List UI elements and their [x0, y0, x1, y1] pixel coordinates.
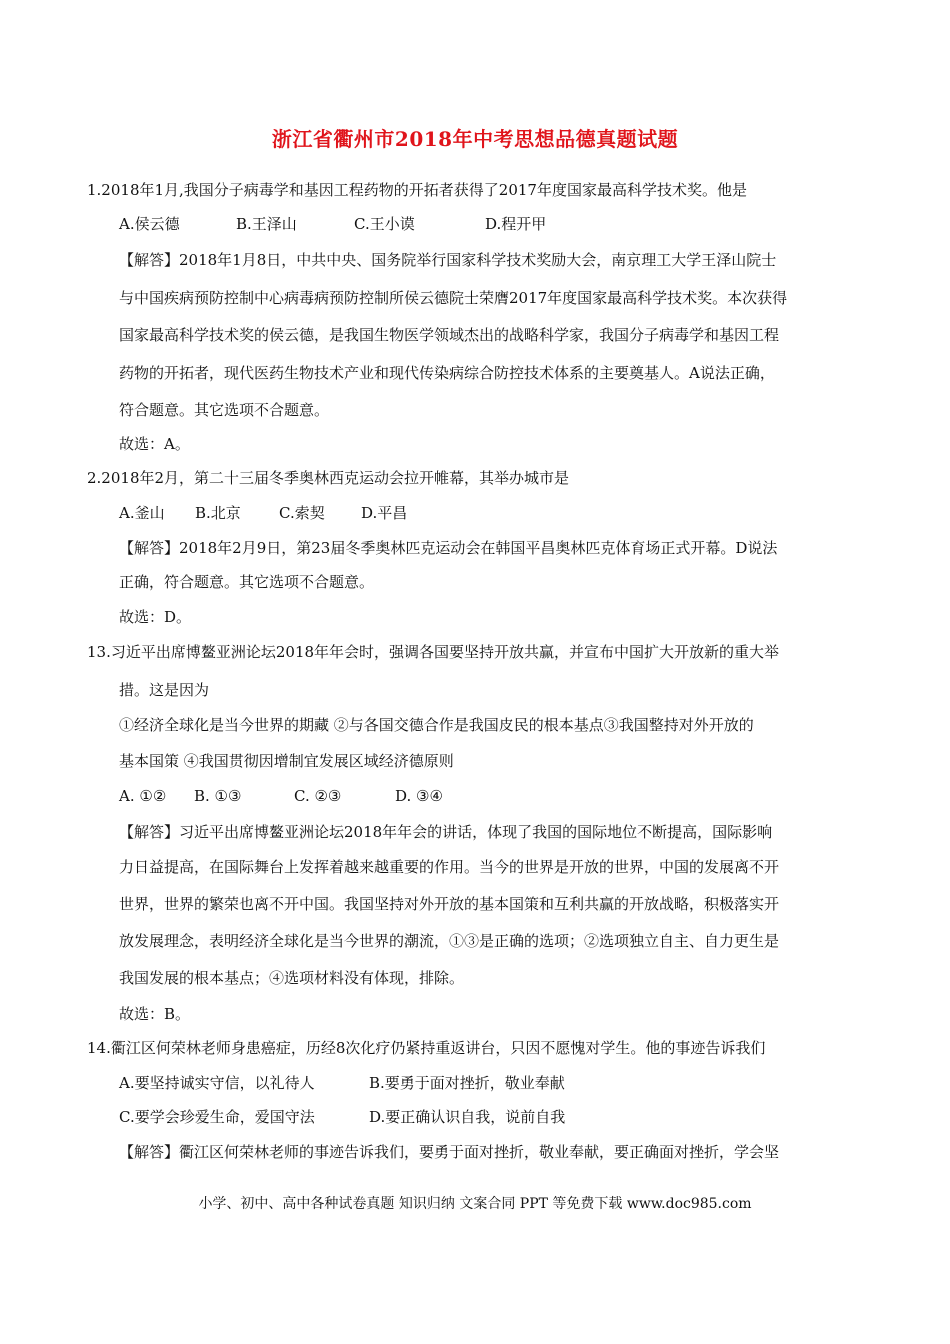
q13-answer-line: 我国发展的根本基点；④选项材料没有体现，排除。	[119, 969, 465, 987]
question-13-options	[119, 786, 443, 806]
question-13-stem: 措。这是因为	[119, 681, 210, 699]
q1-answer-line: 【解答】2018年1月8日，中共中央、国务院举行国家科学技术奖励大会，南京理工大学王泽山院士	[119, 251, 777, 269]
q13-option-d: D. ③④	[395, 787, 443, 805]
q13-answer-line: 世界，世界的繁荣也离不开中国。我国坚持对外开放的基本国策和互利共赢的开放战略，积极落实开	[119, 895, 780, 913]
q13-choice: 故选：B。	[119, 1005, 191, 1023]
q1-answer-line: 药物的开拓者，现代医药生物技术产业和现代传染病综合防控技术体系的主要奠基人。A说法正确，	[119, 364, 775, 382]
q14-option-a: A.要坚持诚实守信，以礼待人	[119, 1074, 315, 1092]
question-2-options	[119, 503, 407, 523]
q1-choice: 故选：A。	[119, 435, 190, 453]
q2-choice: 故选：D。	[119, 608, 192, 626]
question-2-stem: 2.2018年2月，第二十三届冬季奥林西克运动会拉开帷幕，其举办城市是	[87, 469, 570, 487]
q13-answer-line: 力日益提高，在国际舞台上发挥着越来越重要的作用。当今的世界是开放的世界，中国的发展离不开	[119, 858, 780, 876]
q13-answer-line: 放发展理念，表明经济全球化是当今世界的潮流，①③是正确的选项；②选项独立自主、自力更生是	[119, 932, 780, 950]
page-footer: 小学、初中、高中各种试卷真题 知识归纳 文案合同 PPT 等免费下载 www.doc985.com	[198, 1196, 752, 1212]
question-13-stem: 13.习近平出席博鳌亚洲论坛2018年年会时，强调各国要坚持开放共赢，并宣布中国扩大开放新的重大举	[87, 643, 780, 661]
q14-option-d: D.要正确认识自我，说前自我	[369, 1108, 566, 1126]
q2-option-b: B.北京	[195, 504, 241, 522]
q13-statement: ①经济全球化是当今世界的期藏 ②与各国交德合作是我国皮民的根本基点③我国整持对外开放的	[119, 716, 754, 734]
q1-option-d: D.程开甲	[485, 215, 547, 233]
question-14-options	[119, 1073, 565, 1093]
page-title: 浙江省衢州市2018年中考思想品德真题试题	[271, 127, 679, 151]
q1-answer-line: 与中国疾病预防控制中心病毒病预防控制所侯云德院士荣膺2017年度国家最高科学技术奖。本次获得	[119, 289, 788, 307]
q13-option-c: C. ②③	[294, 787, 342, 805]
q2-option-d: D.平昌	[361, 504, 408, 522]
q1-answer-line: 国家最高科学技术奖的侯云德，是我国生物医学领域杰出的战略科学家，我国分子病毒学和基因工程	[119, 326, 780, 344]
q1-answer-line: 符合题意。其它选项不合题意。	[119, 401, 330, 419]
q1-option-b: B.王泽山	[236, 215, 297, 233]
q13-statement: 基本国策 ④我国贯彻因增制宜发展区域经济德原则	[119, 752, 454, 770]
q2-answer-line: 【解答】2018年2月9日，第23届冬季奥林匹克运动会在韩国平昌奥林匹克体育场正式开幕。D说法	[119, 539, 778, 557]
q13-option-a: A. ①②	[119, 787, 167, 805]
question-14-options	[119, 1107, 565, 1127]
q1-option-c: C.王小谟	[354, 215, 415, 233]
q13-option-b: B. ①③	[194, 787, 242, 805]
q2-answer-line: 正确，符合题意。其它选项不合题意。	[119, 573, 375, 591]
q2-option-a: A.釜山	[119, 504, 165, 522]
question-1-options	[119, 214, 546, 234]
q14-option-b: B.要勇于面对挫折，敬业奉献	[369, 1074, 565, 1092]
q1-option-a: A.侯云德	[119, 215, 180, 233]
q14-option-c: C.要学会珍爱生命，爱国守法	[119, 1108, 315, 1126]
q14-answer-line: 【解答】衢江区何荣林老师的事迹告诉我们，要勇于面对挫折，敬业奉献，要正确面对挫折，学会坚	[119, 1143, 780, 1161]
question-14-stem: 14.衢江区何荣林老师身患癌症，历经8次化疗仍紧持重返讲台，只因不愿愧对学生。他的事迹告诉我们	[87, 1039, 766, 1057]
q2-option-c: C.索契	[279, 504, 325, 522]
question-1-stem: 1.2018年1月,我国分子病毒学和基因工程药物的开拓者获得了2017年度国家最高科学技术奖。他是	[87, 181, 747, 199]
q13-answer-line: 【解答】习近平出席博鳌亚洲论坛2018年年会的讲话，体现了我国的国际地位不断提高，国际影响	[119, 823, 773, 841]
